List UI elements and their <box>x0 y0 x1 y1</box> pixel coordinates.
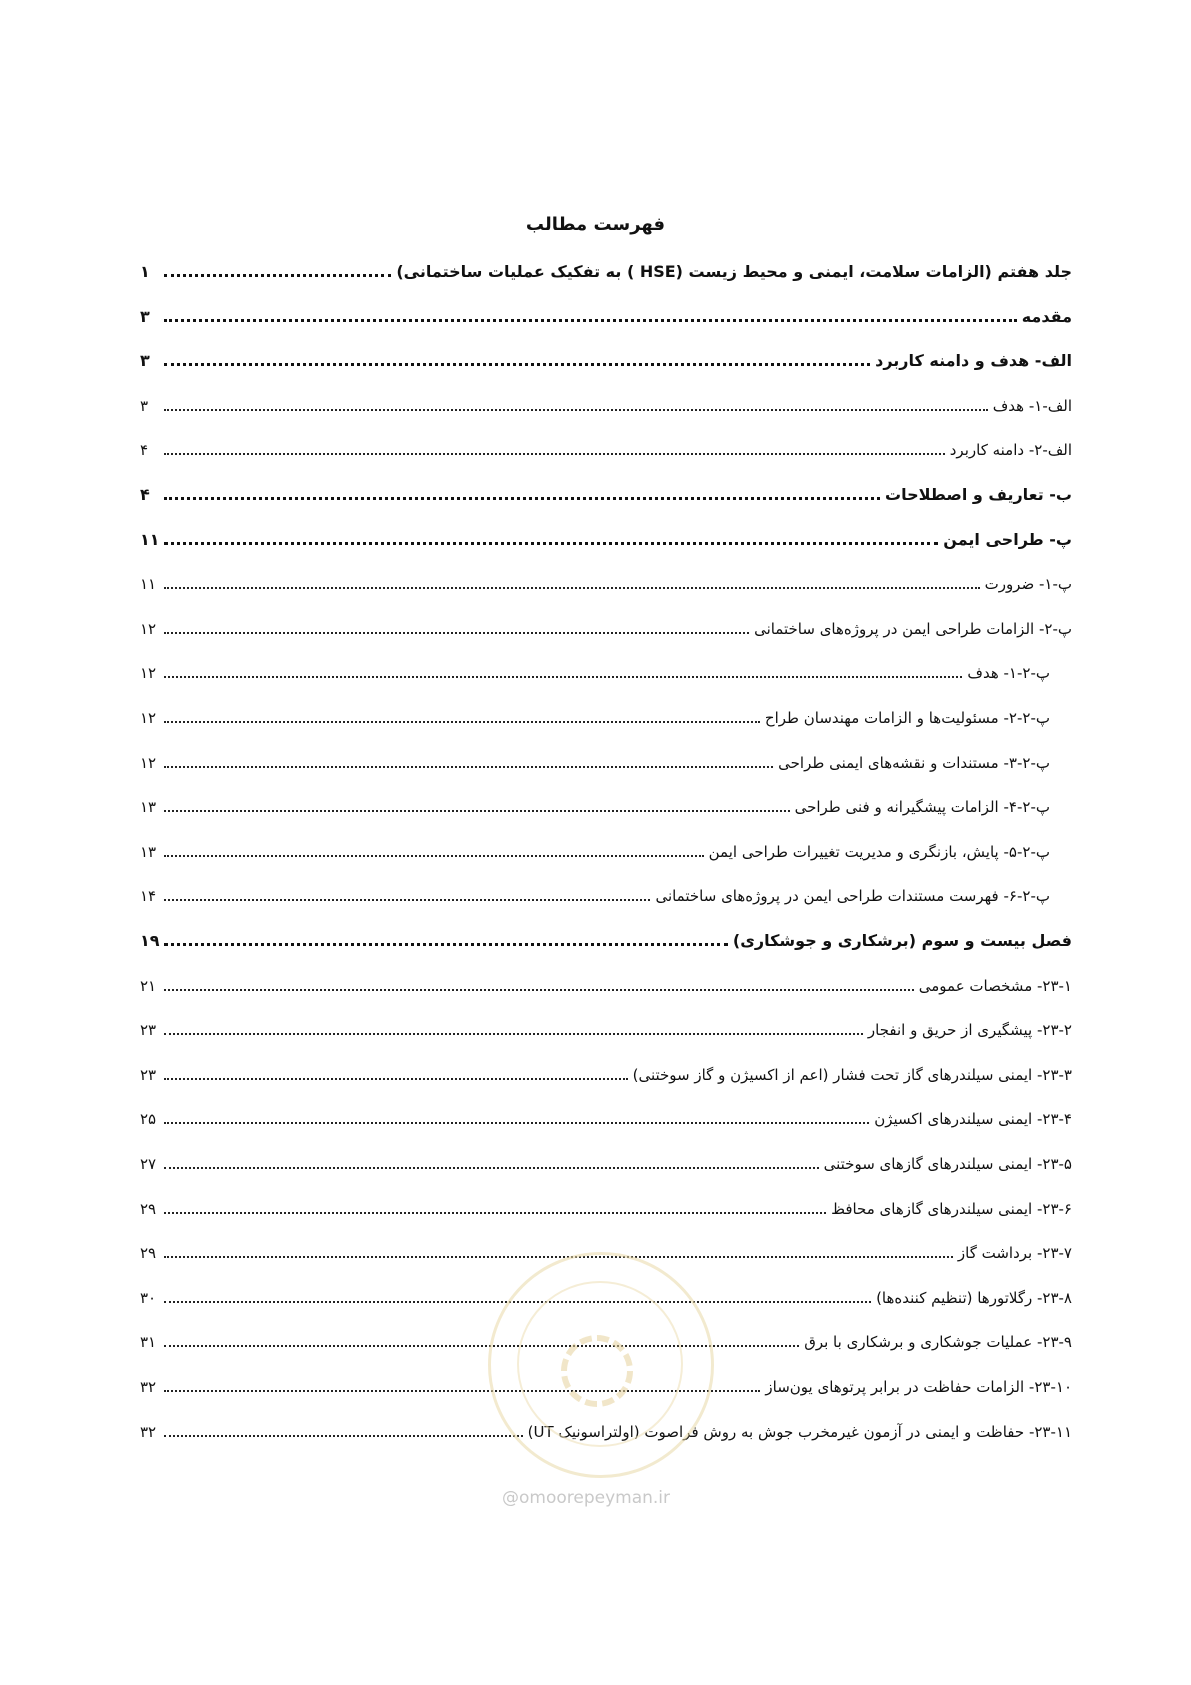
toc-entry-title: پ-۲-۱- هدف <box>967 664 1050 682</box>
toc-entry-title: پ-۲-۴- الزامات پیشگیرانه و فنی طراحی <box>794 798 1050 816</box>
toc-page-number: ۱۲ <box>140 754 157 772</box>
toc-page-number: ۲۳ <box>140 1021 157 1039</box>
toc-page-number: ۲۹ <box>140 1244 157 1262</box>
toc-entry-title: الف- هدف و دامنه کاربرد <box>875 351 1072 370</box>
toc-page-number: ۳ <box>140 307 150 326</box>
toc-leader-dots <box>164 809 790 812</box>
toc-entry[interactable] <box>140 653 1072 683</box>
toc-page-number: ۴ <box>140 485 150 504</box>
toc-entry-title: ۲۳-۷- برداشت گاز <box>957 1244 1072 1262</box>
toc-entry-title: ب- تعاریف و اصطلاحات <box>885 485 1072 504</box>
toc-page-number: ۲۹ <box>140 1200 157 1218</box>
toc-page-number: ۱۳ <box>140 798 157 816</box>
toc-page-number: ۱۱ <box>140 575 157 593</box>
toc-entry-title: پ-۲-۳- مستندات و نقشه‌های ایمنی طراحی <box>778 754 1050 772</box>
toc-entry-title: فصل بیست و سوم (برشکاری و جوشکاری) <box>732 931 1072 950</box>
toc-entry-title: ۲۳-۶- ایمنی سیلندرهای گازهای محافظ <box>831 1200 1072 1218</box>
toc-entry-title: ۲۳-۱۱- حفاظت و ایمنی در آزمون غیرمخرب جوش به روش فراصوت (اولتراسونیک UT) <box>527 1423 1072 1441</box>
toc-page-number: ۱۲ <box>140 664 157 682</box>
toc-leader-dots <box>164 631 749 634</box>
toc-entry[interactable] <box>140 1010 1072 1040</box>
toc-entry[interactable] <box>140 341 1072 371</box>
toc-leader-dots <box>164 1121 869 1124</box>
toc-page-number: ۲۱ <box>140 977 157 995</box>
toc-leader-dots <box>164 1077 628 1080</box>
toc-entry[interactable] <box>140 832 1072 862</box>
toc-entry[interactable] <box>140 921 1072 951</box>
toc-leader-dots <box>164 496 880 500</box>
toc-leader-dots <box>164 675 962 678</box>
toc-leader-dots <box>164 854 704 857</box>
toc-page-number: ۱۱ <box>140 530 160 549</box>
toc-entry-title: ۲۳-۴- ایمنی سیلندرهای اکسیژن <box>874 1110 1072 1128</box>
toc-leader-dots <box>164 1434 523 1437</box>
toc-leader-dots <box>164 1211 826 1214</box>
watermark-url: @omoorepeyman.ir <box>502 1488 671 1508</box>
toc-leader-dots <box>164 720 760 723</box>
toc-leader-dots <box>164 942 728 946</box>
toc-entry-title: ۲۳-۵- ایمنی سیلندرهای گازهای سوختنی <box>823 1155 1072 1173</box>
toc-entry[interactable] <box>140 430 1072 460</box>
toc-entry-title: ۲۳-۱- مشخصات عمومی <box>918 977 1072 995</box>
toc-leader-dots <box>164 362 870 366</box>
toc-entry-title: ۲۳-۹- عملیات جوشکاری و برشکاری با برق <box>804 1333 1072 1351</box>
toc-entry-title: پ-۱- ضرورت <box>984 575 1072 593</box>
toc-entry-title: پ-۲-۵- پایش، بازنگری و مدیریت تغییرات طراحی ایمن <box>708 843 1050 861</box>
toc-leader-dots <box>164 408 988 411</box>
toc-leader-dots <box>164 586 980 589</box>
toc-leader-dots <box>164 541 938 545</box>
toc-page-number: ۱ <box>140 262 150 281</box>
toc-entry[interactable] <box>140 966 1072 996</box>
toc-entry-title: ۲۳-۲- پیشگیری از حریق و انفجار <box>867 1021 1072 1039</box>
toc-entry[interactable] <box>140 876 1072 906</box>
page-title: فهرست مطالب <box>525 214 666 235</box>
toc-page-number: ۱۲ <box>140 620 157 638</box>
toc-leader-dots <box>164 1255 953 1258</box>
toc-entry[interactable] <box>140 475 1072 505</box>
toc-entry-title: پ-۲-۶- فهرست مستندات طراحی ایمن در پروژه‌های ساختمانی <box>655 887 1050 905</box>
toc-entry[interactable] <box>140 743 1072 773</box>
toc-entry-title: پ- طراحی ایمن <box>943 530 1072 549</box>
toc-page-number: ۳ <box>140 351 150 370</box>
toc-entry[interactable] <box>140 1189 1072 1219</box>
toc-entry[interactable] <box>140 698 1072 728</box>
toc-page-number: ۲۷ <box>140 1155 157 1173</box>
toc-leader-dots <box>164 898 650 901</box>
toc-page-number: ۳۱ <box>140 1333 157 1351</box>
toc-entry[interactable] <box>140 252 1072 282</box>
toc-page-number: ۳۰ <box>140 1289 157 1307</box>
toc-page-number: ۱۳ <box>140 843 157 861</box>
toc-page-number: ۳۲ <box>140 1378 157 1396</box>
toc-leader-dots <box>164 1166 819 1169</box>
toc-leader-dots <box>164 273 391 277</box>
toc-entry[interactable] <box>140 564 1072 594</box>
toc-page-number: ۳ <box>140 397 149 415</box>
toc-entry[interactable] <box>140 1144 1072 1174</box>
toc-entry-title: الف-۱- هدف <box>992 397 1072 415</box>
toc-leader-dots <box>164 1032 863 1035</box>
toc-entry[interactable] <box>140 787 1072 817</box>
toc-entry[interactable] <box>140 1055 1072 1085</box>
toc-entry[interactable] <box>140 297 1072 327</box>
toc-entry-title: پ-۲-۲- مسئولیت‌ها و الزامات مهندسان طراح <box>764 709 1050 727</box>
toc-entry[interactable] <box>140 1099 1072 1129</box>
toc-entry-title: ۲۳-۸- رگلاتورها (تنظیم کننده‌ها) <box>876 1289 1072 1307</box>
toc-entry-title: جلد هفتم (الزامات سلامت، ایمنی و محیط زیست (HSE ) به تفکیک عملیات ساختمانی) <box>396 262 1072 281</box>
toc-page-number: ۴ <box>140 441 149 459</box>
toc-entry[interactable] <box>140 520 1072 550</box>
toc-leader-dots <box>164 318 1017 322</box>
toc-page-number: ۱۹ <box>140 931 160 950</box>
toc-entry-title: الف-۲- دامنه کاربرد <box>949 441 1072 459</box>
toc-leader-dots <box>164 765 773 768</box>
toc-page-number: ۱۲ <box>140 709 157 727</box>
toc-entry-title: ۲۳-۱۰- الزامات حفاظت در برابر پرتوهای یون‌ساز <box>765 1378 1072 1396</box>
toc-leader-dots <box>164 452 945 455</box>
toc-leader-dots <box>164 988 914 991</box>
toc-entry-title: پ-۲- الزامات طراحی ایمن در پروژه‌های ساختمانی <box>754 620 1072 638</box>
toc-entry-title: ۲۳-۳- ایمنی سیلندرهای گاز تحت فشار (اعم از اکسیژن و گاز سوختنی) <box>632 1066 1072 1084</box>
watermark-logo <box>488 1252 714 1478</box>
toc-entry-title: مقدمه <box>1021 307 1072 326</box>
toc-entry[interactable] <box>140 386 1072 416</box>
toc-page-number: ۲۳ <box>140 1066 157 1084</box>
toc-page-number: ۱۴ <box>140 887 157 905</box>
toc-page-number: ۳۲ <box>140 1423 157 1441</box>
toc-entry[interactable] <box>140 609 1072 639</box>
toc-page-number: ۲۵ <box>140 1110 157 1128</box>
